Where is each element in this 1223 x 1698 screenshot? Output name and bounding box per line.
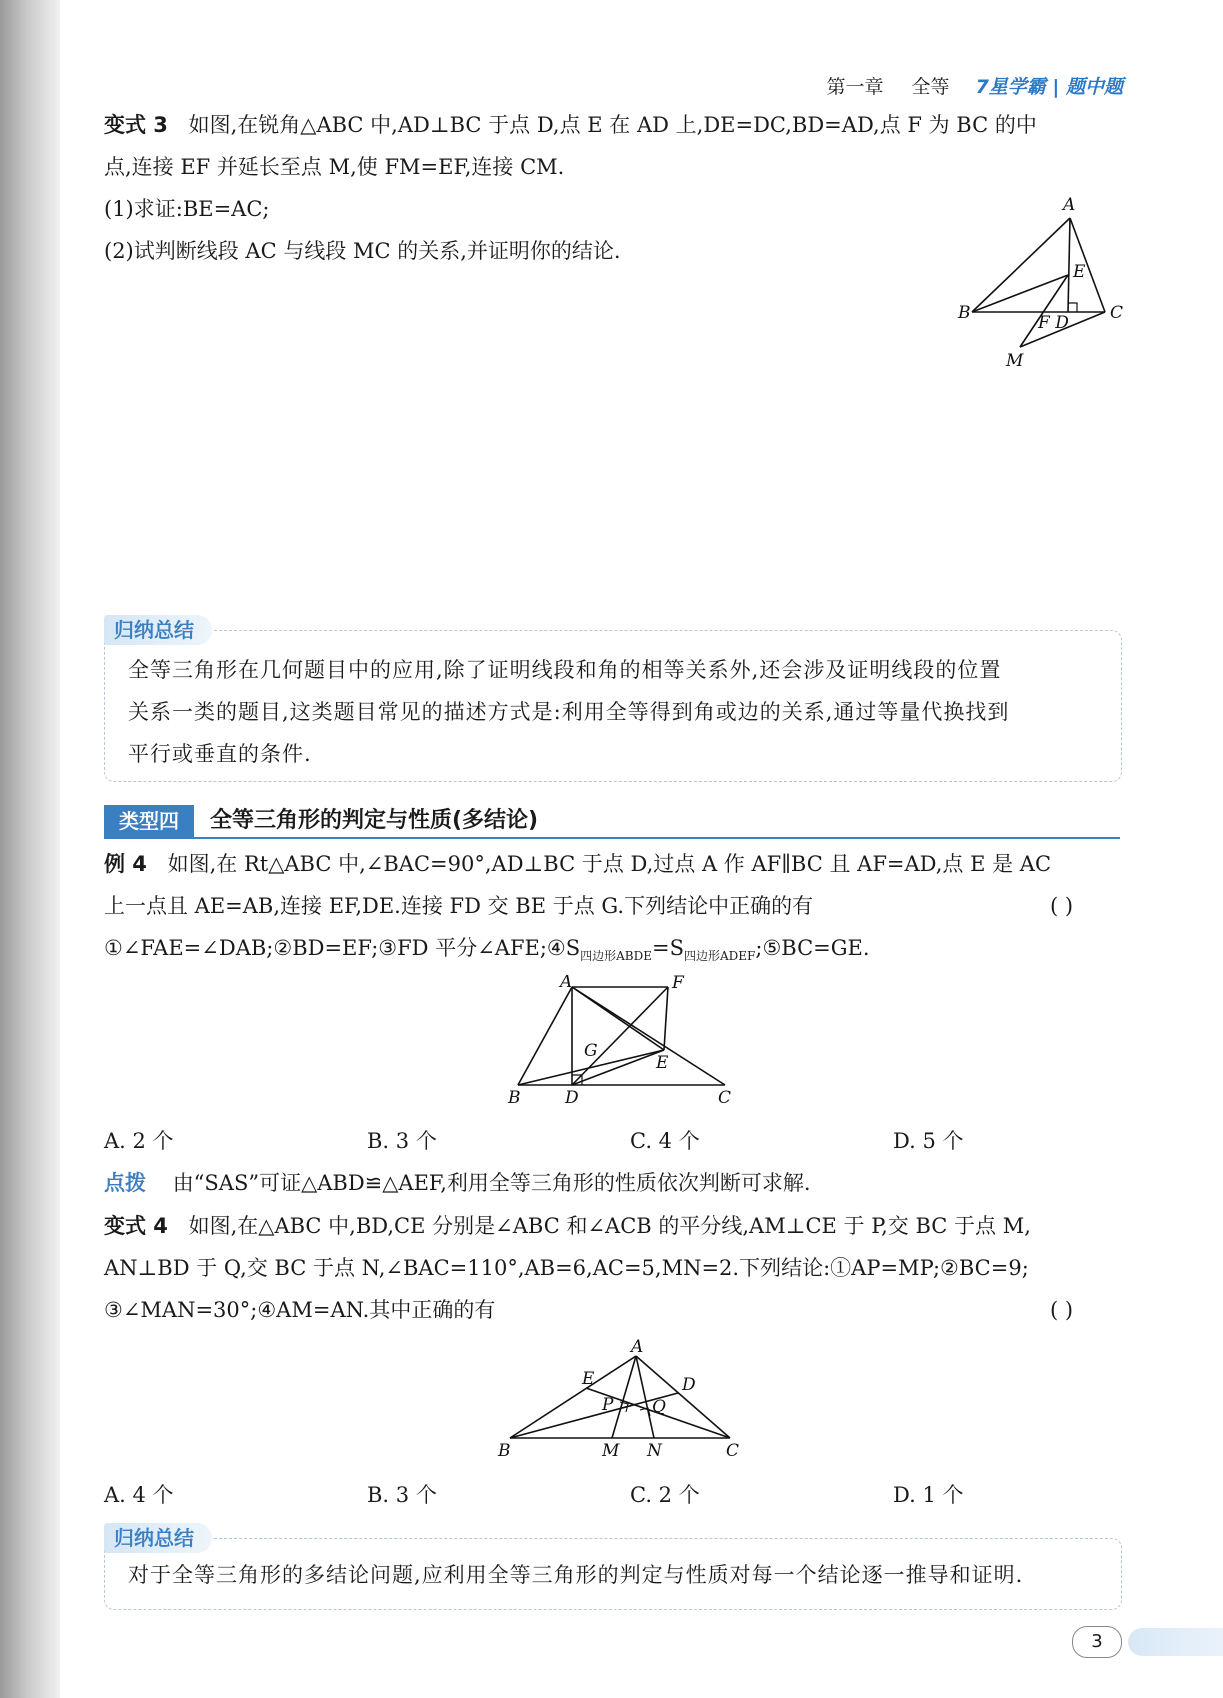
fig3-label-d: D <box>682 1375 696 1395</box>
fig3-label-a: A <box>631 1338 644 1357</box>
variant4-option-c: C. 2 个 <box>630 1483 700 1507</box>
fig2-line-fe <box>664 987 668 1050</box>
fig1-label-e: E <box>1073 262 1086 282</box>
fig3-label-e: E <box>582 1369 595 1389</box>
variant4-option-d: D. 1 个 <box>893 1483 964 1507</box>
fig2-label-c: C <box>718 1088 732 1108</box>
fig2-label-d: D <box>565 1088 579 1108</box>
brand-logo: 7星学霸 | 题中题 <box>975 76 1123 98</box>
summary2-line1: 对于全等三角形的多结论问题,应利用全等三角形的判定与性质对每一个结论逐一推导和证明. <box>128 1563 1024 1587</box>
fig2-line-ab <box>518 987 572 1085</box>
summary1-line2: 关系一类的题目,这类题目常见的描述方式是:利用全等得到角或边的关系,通过等量代换找到 <box>128 700 1010 724</box>
example4-option-a: A. 2 个 <box>104 1129 174 1153</box>
fig3-label-c: C <box>726 1441 740 1461</box>
fig2-label-a: A <box>560 975 573 992</box>
variant3-label: 变式 3 <box>104 113 168 137</box>
fig2-label-f: F <box>672 975 684 993</box>
example4-line3: ①∠FAE=∠DAB;②BD=EF;③FD 平分$\angle AFE;④S_{四边形ABDE}=S_{四边形ADEF};⑤BC=GE$. <box>104 936 870 964</box>
variant4-figure <box>490 1338 750 1468</box>
fig3-label-n: N <box>647 1441 662 1461</box>
example4-option-b: B. 3 个 <box>367 1129 437 1153</box>
variant4-line2: AN⊥BD 于 Q,交 BC 于点 N,∠BAC=110°,AB=6,AC=5,MN=2.下列结论:①AP=MP;②BC=9; <box>104 1256 1029 1280</box>
example4-answer-blank: ( ) <box>1050 894 1074 918</box>
example4-figure <box>500 975 740 1110</box>
fig2-label-b: B <box>508 1088 521 1108</box>
page-number-strip <box>1128 1628 1223 1656</box>
type4-title: 全等三角形的判定与性质(多结论) <box>210 808 539 833</box>
chapter-label: 第一章 <box>826 76 884 98</box>
page-gutter-shadow <box>0 0 60 1698</box>
fig3-line-ac <box>636 1356 730 1438</box>
variant3-line2: 点,连接 EF 并延长至点 M,使 FM=EF,连接 CM. <box>104 155 565 179</box>
fig3-label-m: M <box>602 1441 620 1461</box>
fig1-label-a: A <box>1063 195 1076 215</box>
summary1-line3: 平行或垂直的条件. <box>128 742 312 766</box>
variant4-answer-blank: ( ) <box>1050 1298 1074 1322</box>
fig1-label-c: C <box>1110 303 1124 323</box>
example4-label: 例 4 <box>104 852 147 876</box>
running-header <box>826 72 1123 99</box>
fig1-label-m: M <box>1006 351 1024 371</box>
section-label: 全等 <box>911 76 950 98</box>
example4-line2: 上一点且 AE=AB,连接 EF,DE.连接 FD 交 BE 于点 G.下列结论中正确的有 <box>104 894 814 918</box>
fig3-line-am <box>612 1356 636 1438</box>
fig3-label-q: Q <box>652 1397 666 1417</box>
hint-label: 点拨 <box>104 1171 146 1195</box>
fig1-label-fd: F D <box>1038 313 1069 333</box>
variant3-q1: (1)求证:BE=AC; <box>104 197 270 221</box>
fig1-line-em <box>1020 275 1068 347</box>
type4-tag: 类型四 <box>104 805 194 837</box>
variant3-figure <box>950 195 1130 375</box>
variant4-option-b: B. 3 个 <box>367 1483 437 1507</box>
variant4-label: 变式 4 <box>104 1214 168 1238</box>
variant3-q2: (2)试判断线段 AC 与线段 MC 的关系,并证明你的结论. <box>104 239 621 263</box>
fig2-label-e: E <box>656 1053 669 1073</box>
fig1-label-b: B <box>958 303 971 323</box>
fig1-line-ad <box>1068 218 1070 312</box>
variant4-line1: 变式 4 如图,在△ABC 中,BD,CE 分别是∠ABC 和∠ACB 的平分线,AM⊥CE 于 P,交 BC 于点 M, <box>104 1214 1031 1238</box>
summary1-line1: 全等三角形在几何题目中的应用,除了证明线段和角的相等关系外,还会涉及证明线段的位置 <box>128 658 1002 682</box>
fig2-line-fd <box>572 987 668 1085</box>
fig1-line-be <box>972 275 1068 312</box>
hint-line <box>104 1168 811 1198</box>
fig2-label-g: G <box>584 1041 598 1061</box>
type4-header <box>104 805 1120 839</box>
fig1-right-angle <box>1068 303 1077 312</box>
fig3-label-p: P <box>602 1395 614 1415</box>
fig2-line-ac <box>572 987 725 1085</box>
fig3-line-ab <box>510 1356 636 1438</box>
example4-line1: 例 4 如图,在 Rt△ABC 中,∠BAC=90°,AD⊥BC 于点 D,过点 A 作 AF∥BC 且 AF=AD,点 E 是 AC <box>104 852 1052 876</box>
variant4-option-a: A. 4 个 <box>104 1483 174 1507</box>
summary1-tag: 归纳总结 <box>104 615 212 645</box>
fig3-label-b: B <box>498 1441 511 1461</box>
variant3-line1: 变式 3 如图,在锐角△ABC 中,AD⊥BC 于点 D,点 E 在 AD 上,DE=DC,BD=AD,点 F 为 BC 的中 <box>104 113 1037 137</box>
example4-option-d: D. 5 个 <box>893 1129 964 1153</box>
variant4-line3: ③∠MAN=30°;④AM=AN.其中正确的有 <box>104 1298 496 1322</box>
hint-text: 由“SAS”可证△ABD≌△AEF,利用全等三角形的性质依次判断可求解. <box>172 1171 811 1195</box>
fig1-line-ab <box>972 218 1070 312</box>
summary2-tag: 归纳总结 <box>104 1523 212 1553</box>
example4-option-c: C. 4 个 <box>630 1129 700 1153</box>
page-number: 3 <box>1072 1626 1122 1658</box>
